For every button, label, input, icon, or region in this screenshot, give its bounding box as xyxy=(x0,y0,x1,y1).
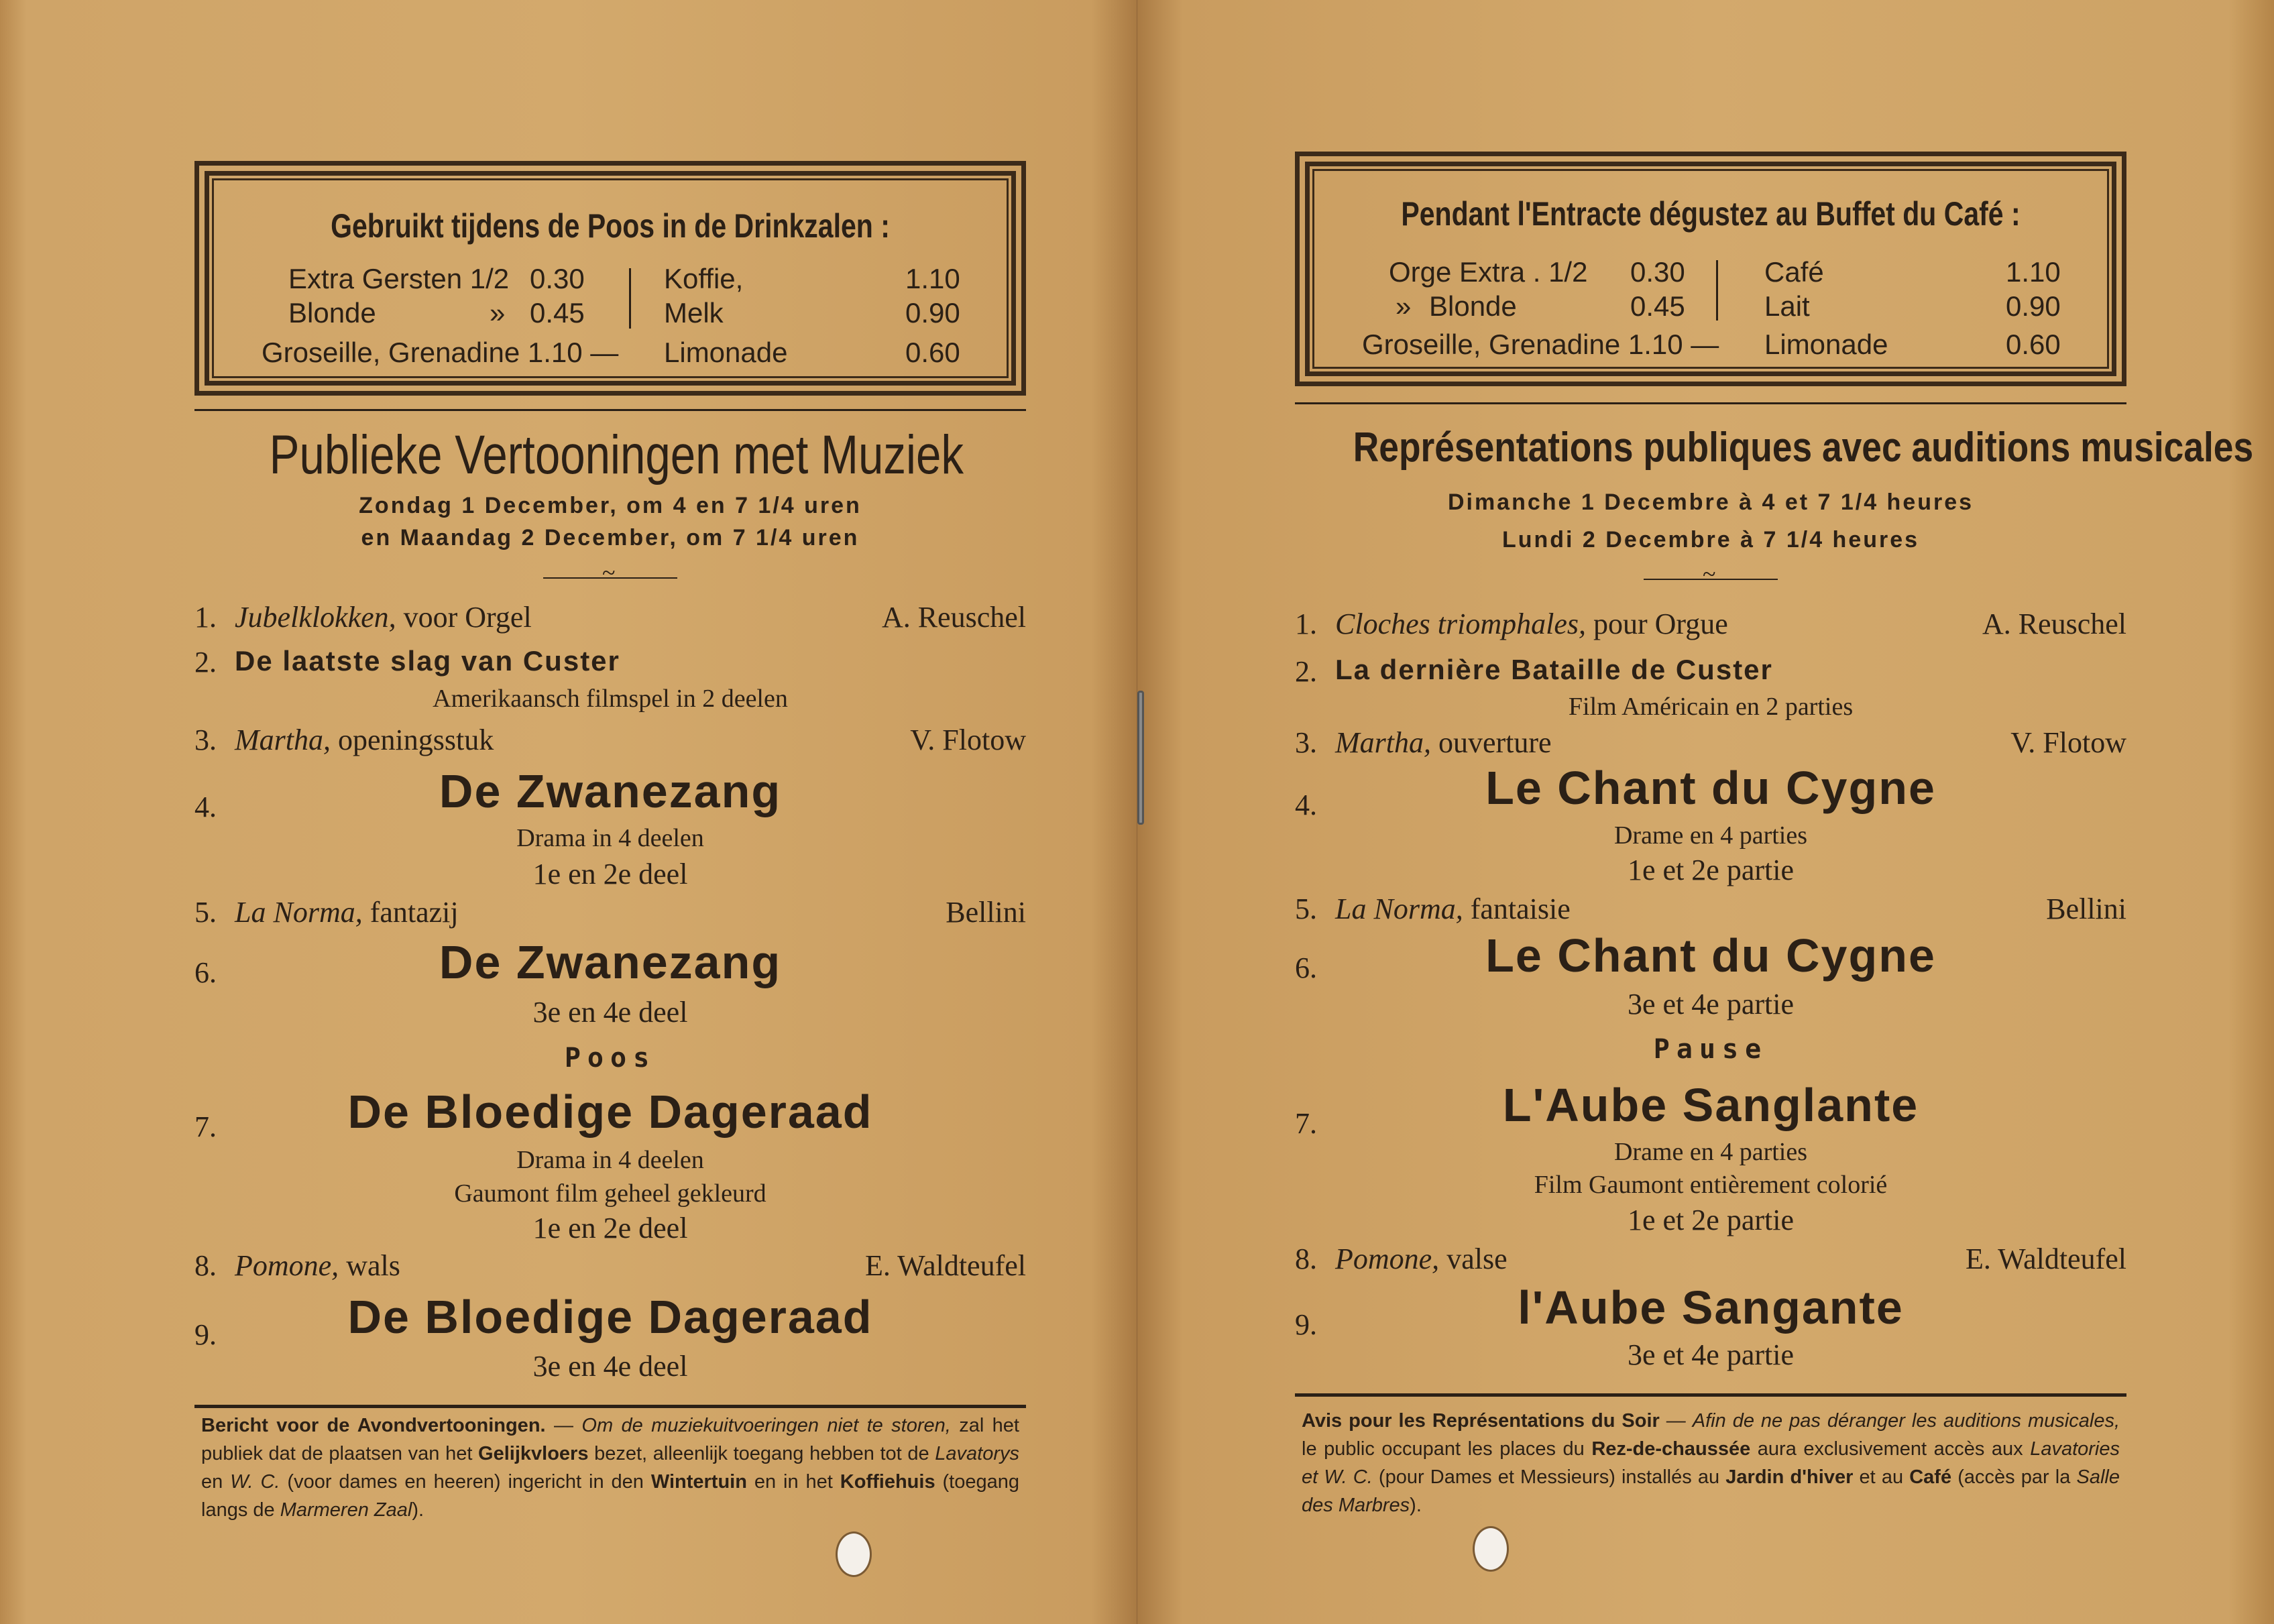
right-page: Pendant l'Entracte dégustez au Buffet du Café : Orge Extra . 1/2 0.30 Café 1.10 » Blonde 0.45 Lait 0.90 Groseille, Grenadine 1.10 — Limonade 0.60 Représentations publiques avec auditions musicales Dimanche 1 Decembre à 4 et 7 1/4 heures Lundi 2 Decembre à 7 1/4 heures ~ 1. Cloches triomphales, pour Orgue A. Reuschel 2. La dernière Bataille de Custer Film Américain en 2 parties 3. Martha, ouverture V. Flotow 4. Le Chant du Cygne Drame en 4 parties 1e et 2e partie 5. La Norma, fantaisie Bellini 6. Le Chant du Cygne 3e et 4e partie Pause 7. L'Aube Sanglante Drame en 4 parties Film Gaumont entièrement colorié 1e et 2e partie 8. Pomone, valse E. Waldteufel 9. l'Aube Sangante 3e et 4e partie Avis pour les Représentations du Soir — Afin de ne pas déranger les auditions musicales, le public occupant les places du Rez-de-chaussée aura exclusivement accès aux Lavatories et W. C. (pour Dames et Messieurs) installés au Jardin d'hiver et au Café (accès par la Salle des Marbres). xyxy=(1137,0,2274,1624)
staple xyxy=(1137,691,1144,825)
right-date-1: Dimanche 1 Decembre à 4 et 7 1/4 heures xyxy=(1447,489,1974,515)
right-notice: Avis pour les Représentations du Soir — Afin de ne pas déranger les auditions musicales, le public occupant les places du Rez-de-chaussée aura exclusivement accès aux Lavatories et W. C. (pour Dames et Messieurs) installés au Jardin d'hiver et au Café (accès par la Salle des Marbres). xyxy=(1302,1410,2120,1516)
divider xyxy=(1716,260,1718,321)
punch-hole xyxy=(1473,1526,1509,1572)
left-notice: Bericht voor de Avondvertooningen. — Om de muziekuitvoeringen niet te storen, zal het publiek dat de plaatsen van het Gelijkvloers bezet, alleenlijk toegang hebben tot de Lavatorys en W. C. (voor dames en heeren) ingericht in den Wintertuin en in het Koffiehuis (toegang langs de Marmeren Zaal). xyxy=(201,1415,1020,1521)
left-item-6-title: De Zwanezang xyxy=(439,936,782,988)
punch-hole xyxy=(836,1531,872,1577)
ornament xyxy=(543,573,677,583)
right-item-7-title: L'Aube Sanglante xyxy=(1502,1079,1919,1131)
ornament xyxy=(1644,575,1778,584)
right-item-6-title: Le Chant du Cygne xyxy=(1485,929,1936,982)
divider xyxy=(629,268,631,329)
left-item-4-title: De Zwanezang xyxy=(439,765,782,817)
right-date-2: Lundi 2 Decembre à 7 1/4 heures xyxy=(1501,527,1920,553)
left-item-2-title: De laatste slag van Custer xyxy=(235,645,620,677)
left-buffet-title: Gebruikt tijdens de Poos in de Drinkzalen : xyxy=(331,207,890,245)
left-page: Gebruikt tijdens de Poos in de Drinkzalen : Extra Gersten 1/2 0.30 Koffie, 1.10 Blonde » 0.45 Melk 0.90 Groseille, Grenadine 1.10 — Limonade 0.60 Publieke Vertooningen met Muziek Zondag 1 December, om 4 en 7 1/4 uren en Maandag 2 December, om 7 1/4 uren ~ 1. Jubelklokken, voor Orgel A. Reuschel 2. De laatste slag van Custer Amerikaansch filmspel in 2 deelen 3. Martha, openingsstuk V. Flotow 4. De Zwanezang Drama in 4 deelen 1e en 2e deel 5. La Norma, fantazij Bellini 6. De Zwanezang 3e en 4e deel Poos 7. De Bloedige Dageraad Drama in 4 deelen Gaumont film geheel gekleurd 1e en 2e deel 8. Pomone, wals E. Waldteufel 9. De Bloedige Dageraad 3e en 4e deel Bericht voor de Avondvertooningen. — Om de muziekuitvoeringen niet te storen, zal het publiek dat de plaatsen van het Gelijkvloers bezet, alleenlijk toegang hebben tot de Lavatorys en W. C. (voor dames en heeren) ingericht in den Wintertuin en in het Koffiehuis (toegang langs de Marmeren Zaal). xyxy=(0,0,1137,1624)
left-date-2: en Maandag 2 December, om 7 1/4 uren xyxy=(361,525,860,550)
right-heading: Représentations publiques avec auditions musicales xyxy=(1353,424,2254,471)
right-item-2-title: La dernière Bataille de Custer xyxy=(1335,654,1773,685)
left-date-1: Zondag 1 December, om 4 en 7 1/4 uren xyxy=(359,493,862,518)
left-heading: Publieke Vertooningen met Muziek xyxy=(269,424,964,485)
right-buffet-title: Pendant l'Entracte dégustez au Buffet du Café : xyxy=(1401,195,2021,233)
left-item-9-title: De Bloedige Dageraad xyxy=(347,1291,873,1343)
right-item-9-title: l'Aube Sangante xyxy=(1518,1281,1904,1334)
right-intermission: Pause xyxy=(1653,1034,1768,1065)
right-item-4-title: Le Chant du Cygne xyxy=(1485,762,1936,814)
left-intermission: Poos xyxy=(564,1043,657,1074)
left-item-7-title: De Bloedige Dageraad xyxy=(347,1086,873,1138)
